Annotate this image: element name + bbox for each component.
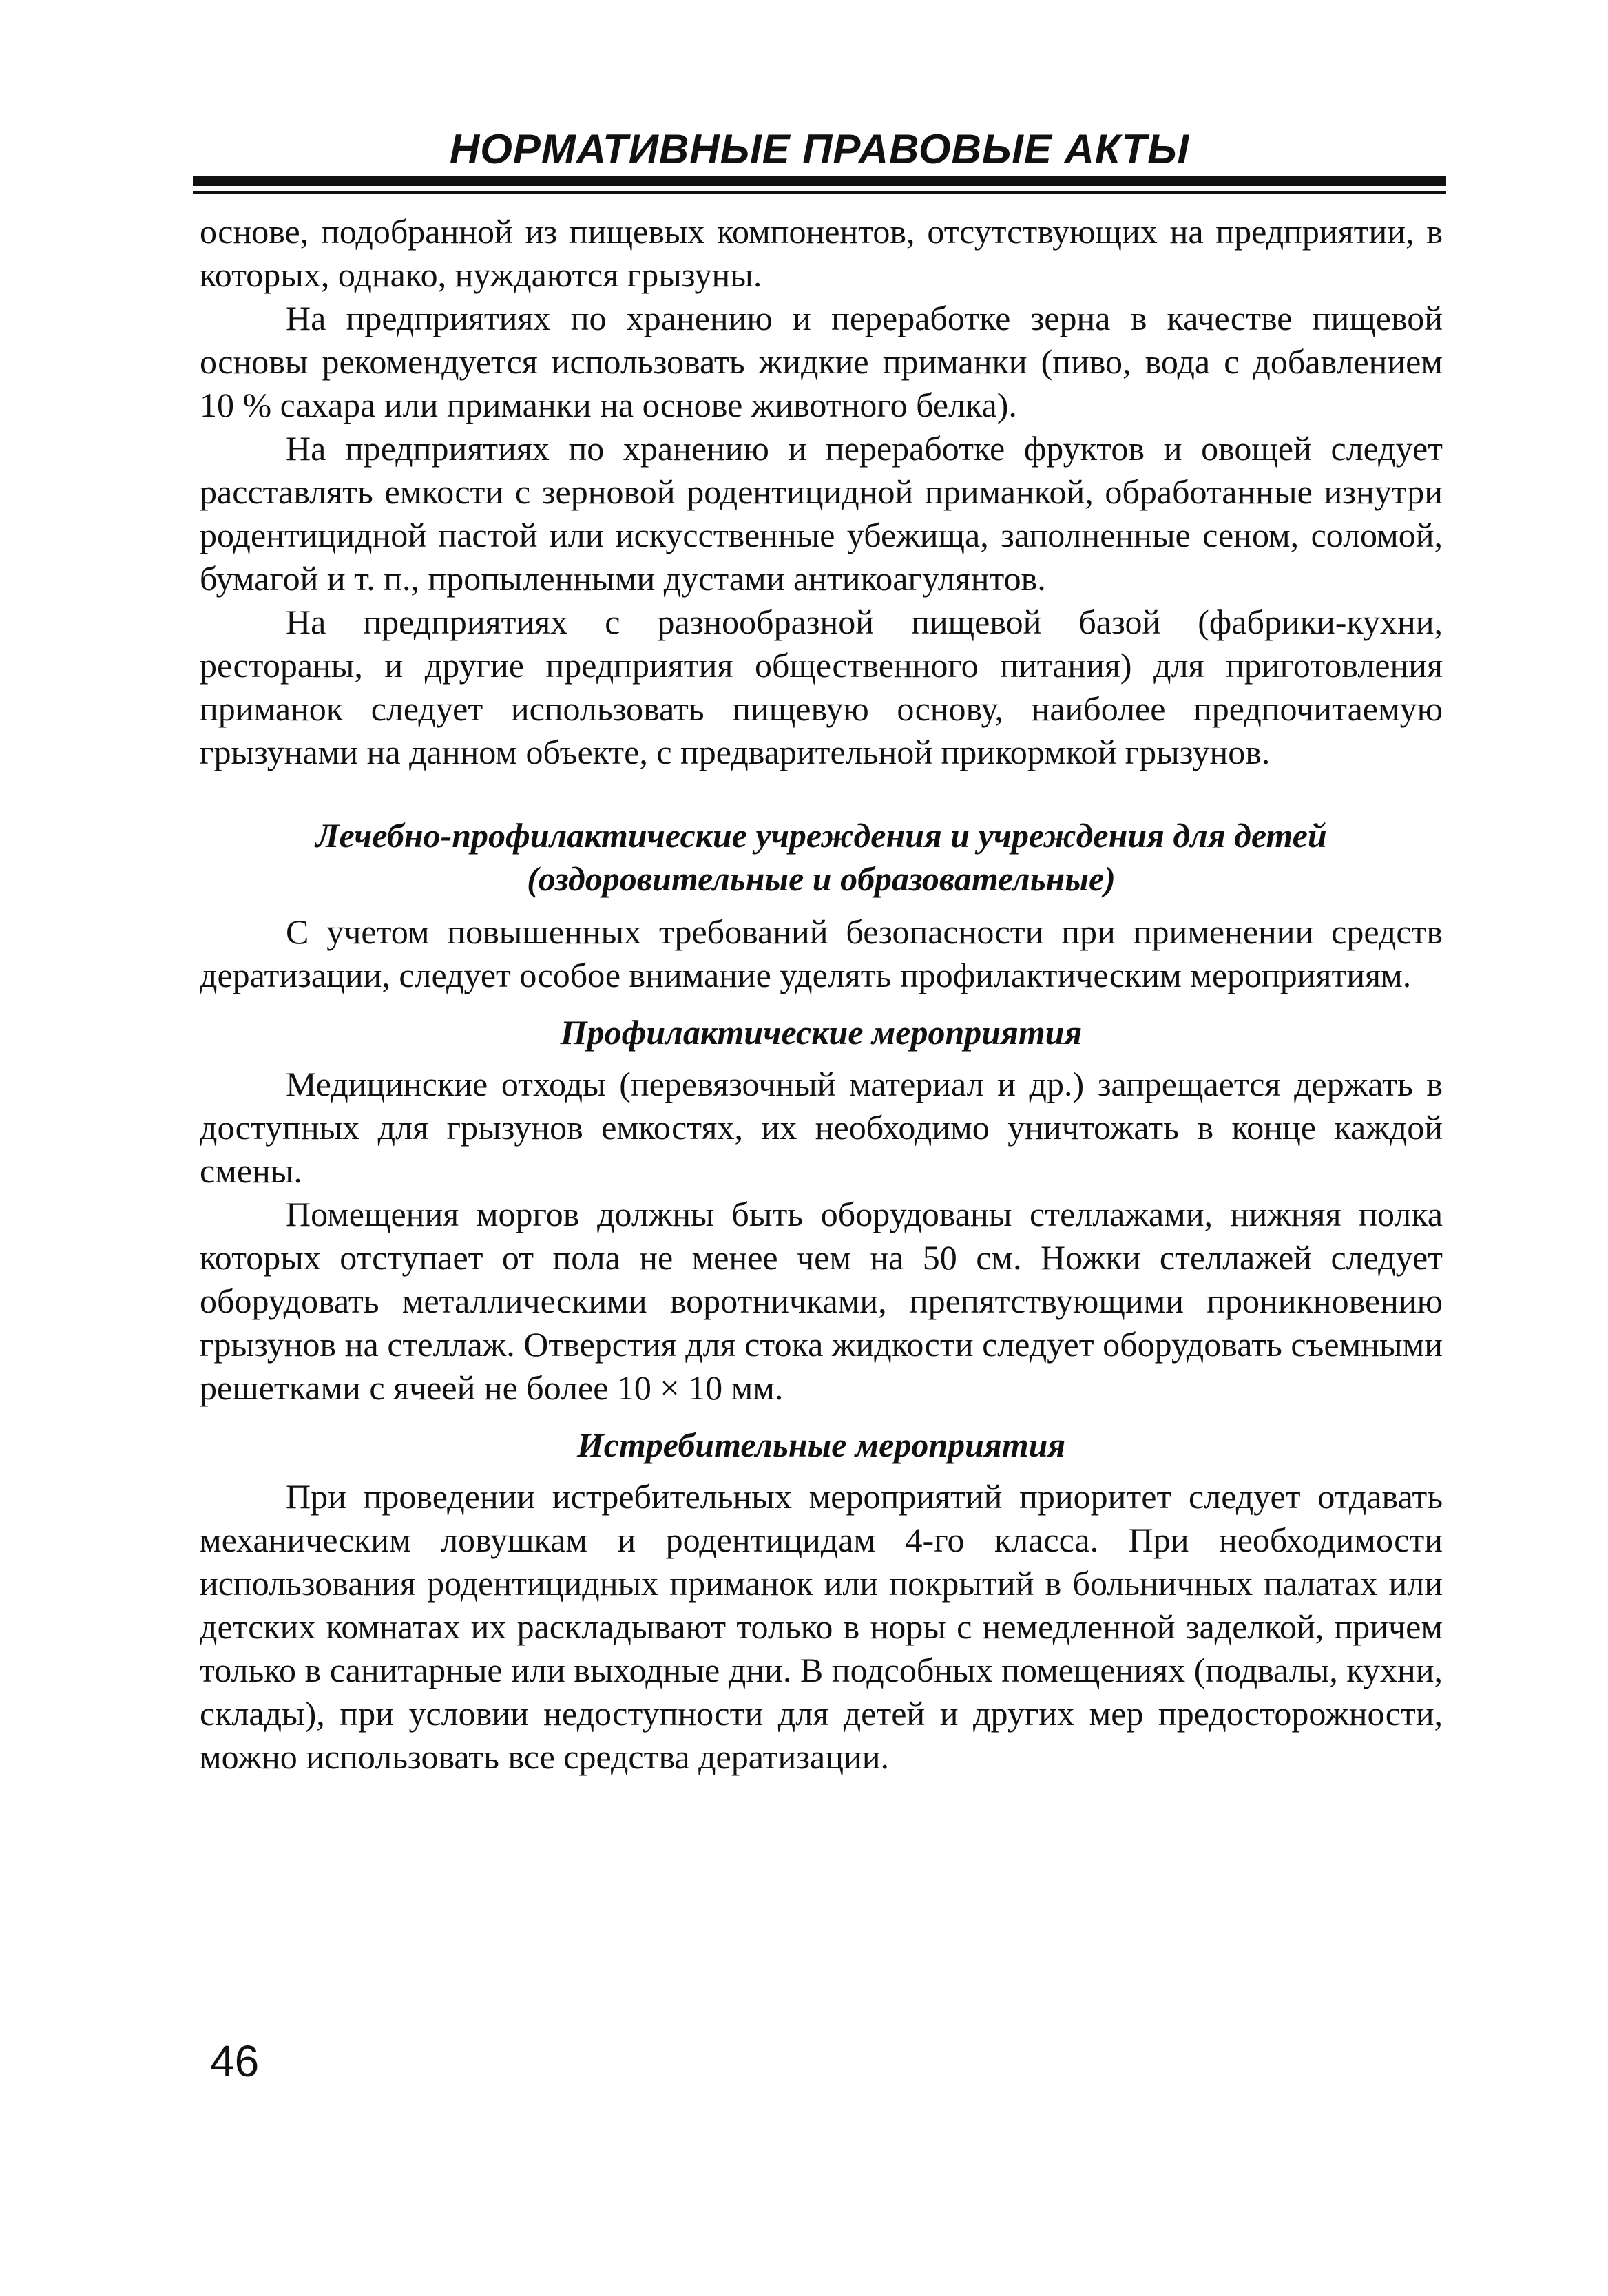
paragraph-extermination: При проведении истребительных мероприятий приоритет следует отдавать механическим ловушкам и родентицидам 4-го класса. При необходимости использования родентицидных приманок или покрытий в больничных палатах или детских комнатах их раскладывают только в норы с немедленной заделкой, причем только в санитарные или выходные дни. В подсобных помещениях (подвалы, кухни, склады), при условии недоступности для детей и других мер предосторожности, можно использовать все средства дератизации. (200, 1477, 1443, 1776)
paragraph-grain: На предприятиях по хранению и переработке зерна в качестве пищевой основы рекомендуется использовать жидкие приманки (пиво, вода с добавлением 10 % сахара или приманки на основе животного белка). (200, 299, 1443, 424)
page-number: 46 (210, 2036, 260, 2086)
section-heading-line-2: (оздоровительные и образовательные) (527, 859, 1116, 898)
section-heading-line-1: Лечебно-профилактические учреждения и учреждения для детей (315, 816, 1327, 855)
subheading-extermination: Истребительные мероприятия (576, 1426, 1066, 1464)
paragraph-morgue: Помещения моргов должны быть оборудованы стеллажами, нижняя полка которых отступает от пола не менее чем на 50 см. Ножки стеллажей следует оборудовать металлическими воротничками, препятствующими проникновению грызунов на стеллаж. Отверстия для стока жидкости следует оборудовать съемными решетками с ячеей не более 10 × 10 мм. (200, 1195, 1443, 1407)
header-rule-thin (193, 191, 1446, 194)
body-text (200, 210, 1443, 1779)
header-rule-thick (193, 176, 1446, 186)
paragraph-section-intro: С учетом повышенных требований безопасности при применении средств дератизации, следует особое внимание уделять профилактическим мероприятиям. (200, 912, 1443, 994)
subheading-preventive: Профилактические мероприятия (560, 1013, 1083, 1052)
paragraph-medical-waste: Медицинские отходы (перевязочный материал и др.) запрещается держать в доступных для грызунов емкостях, их необходимо уничтожать в конце каждой смены. (200, 1065, 1443, 1190)
paragraph-continued: основе, подобранной из пищевых компонентов, отсутствующих на предприятии, в которых, однако, нуждаются грызуны. (200, 212, 1443, 294)
section-heading (200, 774, 1443, 910)
running-title: НОРМАТИВНЫЕ ПРАВОВЫЕ АКТЫ (449, 126, 1190, 172)
paragraph-catering: На предприятиях с разнообразной пищевой базой (фабрики-кухни, рестораны, и другие предприятия общественного питания) для приготовления приманок следует использовать пищевую основу, наиболее предпочитаемую грызунами на данном объекте, с предварительной прикормкой грызунов. (200, 603, 1443, 771)
paragraph-fruits-vegetables: На предприятиях по хранению и переработке фруктов и овощей следует расставлять емкости с зерновой родентицидной приманкой, обработанные изнутри родентицидной пастой или искусственные убежища, заполненные сеном, соломой, бумагой и т. п., пропыленными дустами антикоагулянтов. (200, 429, 1443, 598)
